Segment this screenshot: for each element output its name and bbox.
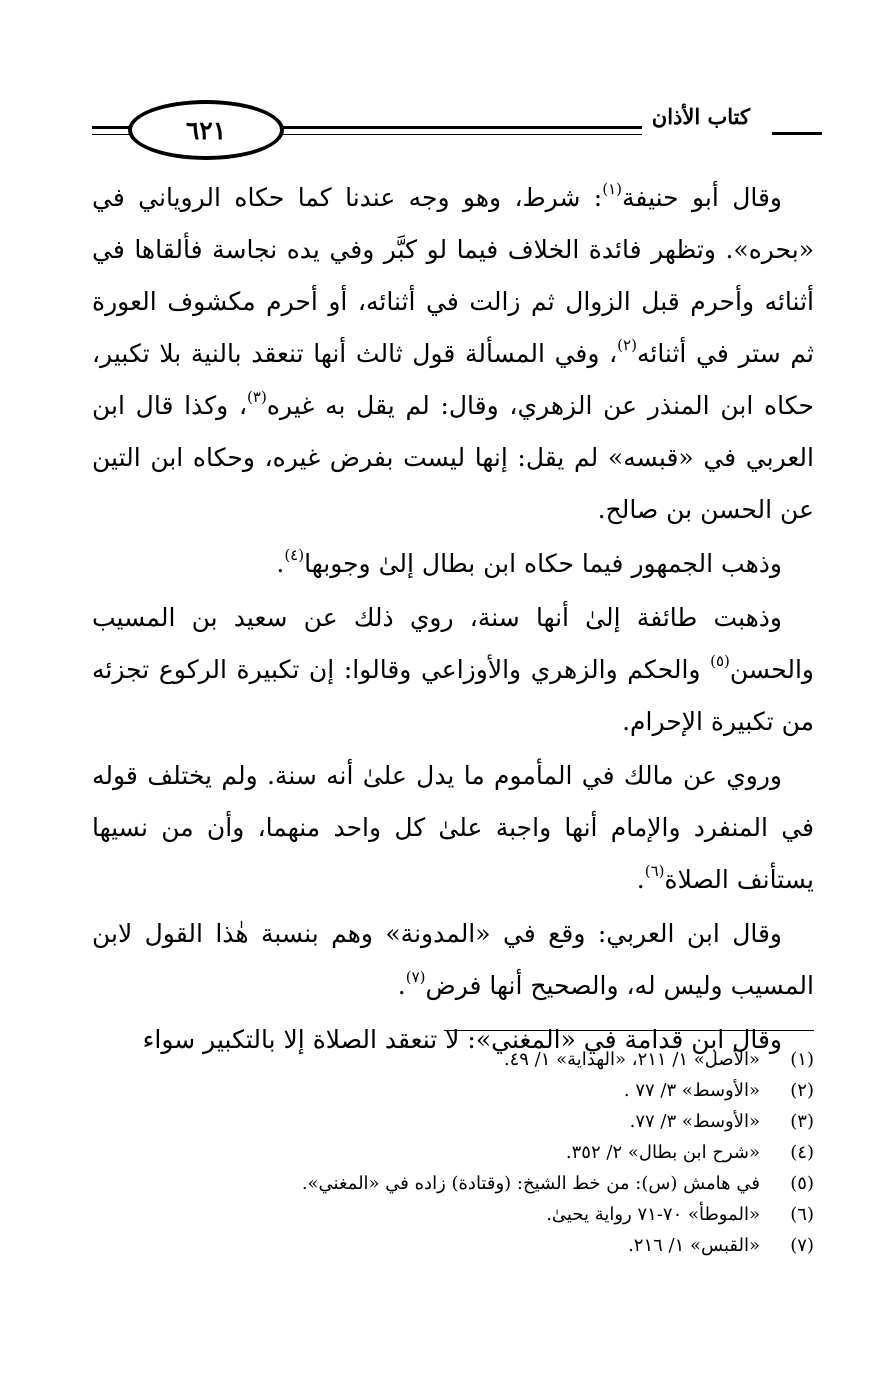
header-rule-left-thin	[92, 134, 132, 135]
footnote-number: (٢)	[790, 1080, 814, 1101]
paragraph-text: ، وفي المسألة قول ثالث أنها تنعقد بالنية بلا تكبير، حكاه ابن المنذر عن الزهري، وقال: لم يقل به غيره	[92, 339, 815, 420]
footnote-number: (٧)	[790, 1235, 814, 1256]
page-number: ٦٢١	[185, 115, 227, 145]
footnote-text: «الأصل» ١/ ٢١١، «الهداية» ١/ ٤٩.	[503, 1049, 760, 1070]
footnote-marker: (٦)	[644, 862, 665, 880]
header-rule-right	[772, 132, 822, 135]
footnote-marker: (٧)	[405, 968, 426, 986]
paragraph-text: .	[276, 549, 285, 578]
paragraph-text: وذهب الجمهور فيما حكاه ابن بطال إلىٰ وجوبها	[304, 549, 782, 578]
footnote-text: «الموطأ» ٧٠-٧١ رواية يحيىٰ.	[546, 1204, 760, 1225]
header-rule-left	[92, 126, 132, 129]
paragraph-text: .	[397, 971, 406, 1000]
footnote	[200, 1044, 814, 1075]
paragraph-text: : شرط، وهو وجه عندنا كما حكاه الروياني في «بحره». وتظهر فائدة الخلاف فيما لو كبَّر وفي يده نجاسة فألقاها في أثنائه وأحرم قبل الزوال ثم زالت في أثنائه، أو أحرم مكشوف العورة ثم ستر في أثنائه	[92, 183, 815, 368]
footnote-marker: (٣)	[247, 388, 267, 406]
paragraph-text: وقال أبو حنيفة	[622, 183, 782, 212]
book-title: كتاب الأذان	[646, 104, 756, 129]
paragraph-text: ، وكذا قال ابن العربي في «قبسه» لم يقل: إنها ليست بفرض غيره، وحكاه ابن التين عن الحسن بن صالح.	[92, 391, 814, 524]
footnote	[200, 1075, 814, 1106]
footnote-marker: (٤)	[284, 546, 305, 564]
footnote-text: «الأوسط» ٣/ ٧٧ .	[623, 1080, 760, 1101]
page-header	[92, 96, 822, 166]
footnote	[200, 1230, 814, 1261]
paragraph-text: وذهبت طائفة إلىٰ أنها سنة، روي ذلك عن سعيد بن المسيب والحسن	[92, 603, 814, 684]
footnote-number: (٣)	[790, 1111, 814, 1132]
footnote	[200, 1106, 814, 1137]
paragraph-text: والحكم والزهري والأوزاعي وقالوا: إن تكبيرة الركوع تجزئه من تكبيرة الإحرام.	[92, 655, 814, 736]
footnote-number: (٤)	[790, 1142, 814, 1163]
footnote	[200, 1168, 814, 1199]
footnote-number: (٥)	[790, 1173, 814, 1194]
paragraph	[92, 908, 814, 1012]
paragraph	[92, 538, 814, 590]
footnote-text: «القبس» ١/ ٢١٦.	[628, 1235, 760, 1256]
footnote-text: «الأوسط» ٣/ ٧٧.	[629, 1111, 760, 1132]
header-rule-middle-thin	[282, 134, 642, 135]
footnote-marker: (٢)	[617, 336, 637, 354]
page-number-oval	[128, 100, 284, 160]
footnote	[200, 1137, 814, 1168]
paragraph-text: .	[636, 865, 645, 894]
footnote-number: (١)	[790, 1049, 814, 1070]
paragraph	[92, 172, 814, 536]
footnote-text: في هامش (س): من خط الشيخ: (وقتادة) زاده في «المغني».	[301, 1173, 760, 1194]
footnote	[200, 1199, 814, 1230]
footnote-separator	[444, 1030, 814, 1031]
footnotes	[200, 1044, 814, 1261]
footnote-marker: (٥)	[710, 652, 730, 670]
header-rule-middle	[282, 126, 642, 129]
footnote-number: (٦)	[790, 1204, 814, 1225]
paragraph	[92, 750, 814, 906]
paragraph-text: وروي عن مالك في المأموم ما يدل علىٰ أنه سنة. ولم يختلف قوله في المنفرد والإمام أنها واجبة علىٰ كل واحد منهما، وأن من نسيها يستأنف الصلاة	[92, 761, 814, 894]
body-text	[92, 172, 814, 1068]
paragraph	[92, 592, 814, 748]
paragraph-text: وقال ابن العربي: وقع في «المدونة» وهم بنسبة هٰذا القول لابن المسيب وليس له، والصحيح أنها فرض	[92, 919, 814, 1000]
paragraph-text: وقال ابن قدامة في «المغني»: لا تنعقد الصلاة إلا بالتكبير سواء	[142, 1025, 782, 1054]
footnote-marker: (١)	[602, 180, 623, 198]
footnote-text: «شرح ابن بطال» ٢/ ٣٥٢.	[565, 1142, 760, 1163]
